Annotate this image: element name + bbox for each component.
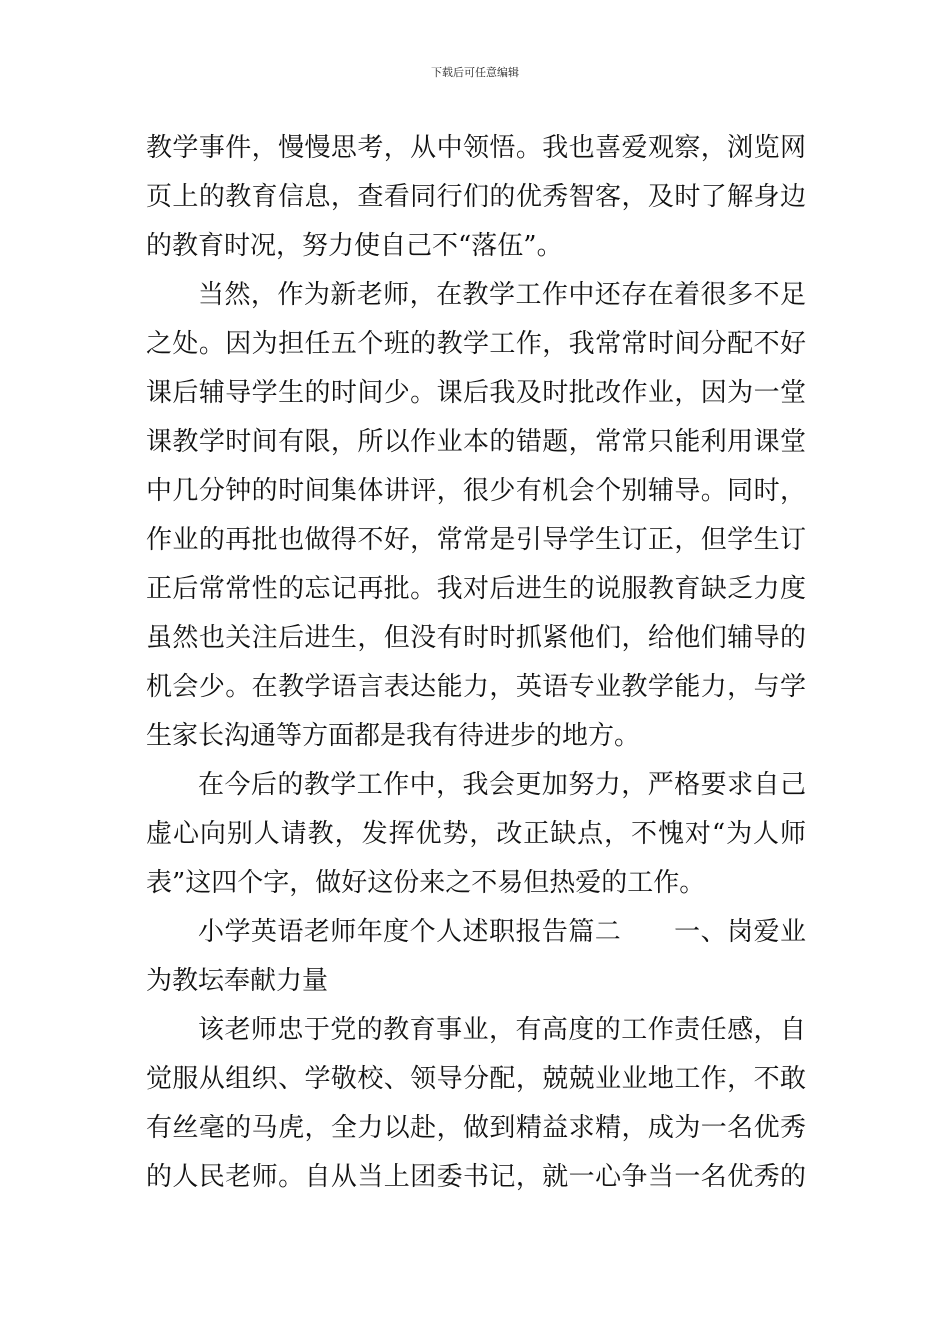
text-line: 当然，作为新老师，在教学工作中还存在着很多不足 xyxy=(198,280,806,310)
text-line: 课后辅导学生的时间少。课后我及时批改作业，因为一堂 xyxy=(146,378,806,408)
text-line: 为教坛奉献力量 xyxy=(146,966,329,996)
text-line: 觉服从组织、学敬校、领导分配，兢兢业业地工作，不敢 xyxy=(146,1064,806,1094)
page-header-note: 下载后可任意编辑 xyxy=(431,66,519,79)
text-line: 页上的教育信息，查看同行们的优秀智客，及时了解身边 xyxy=(146,182,806,212)
document-body xyxy=(146,124,806,1202)
text-line: 生家长沟通等方面都是我有待进步的地方。 xyxy=(146,721,641,751)
text-line: 教学事件，慢慢思考，从中领悟。我也喜爱观察，浏览网 xyxy=(146,133,806,163)
text-line: 之处。因为担任五个班的教学工作，我常常时间分配不好 xyxy=(146,329,806,359)
text-line: 虚心向别人请教，发挥优势，改正缺点，不愧对“为人师 xyxy=(146,819,806,849)
text-line: 有丝毫的马虎，全力以赴，做到精益求精，成为一名优秀 xyxy=(146,1113,806,1143)
text-line: 正后常常性的忘记再批。我对后进生的说服教育缺乏力度 xyxy=(146,574,806,604)
text-line: 表”这四个字，做好这份来之不易但热爱的工作。 xyxy=(146,868,706,898)
text-line: 机会少。在教学语言表达能力，英语专业教学能力，与学 xyxy=(146,672,806,702)
text-line: 虽然也关注后进生，但没有时时抓紧他们，给他们辅导的 xyxy=(146,623,806,653)
text-line: 中几分钟的时间集体讲评，很少有机会个别辅导。同时， xyxy=(146,476,806,506)
text-line: 的教育时况，努力使自己不“落伍”。 xyxy=(146,231,563,261)
text-line: 作业的再批也做得不好，常常是引导学生订正，但学生订 xyxy=(146,525,806,555)
text-line: 的人民老师。自从当上团委书记，就一心争当一名优秀的 xyxy=(146,1162,806,1192)
text-line: 该老师忠于党的教育事业，有高度的工作责任感，自 xyxy=(198,1015,806,1045)
text-line: 小学英语老师年度个人述职报告篇二 一、岗爱业 xyxy=(198,917,806,947)
text-line: 在今后的教学工作中，我会更加努力，严格要求自己 xyxy=(198,770,806,800)
text-line: 课教学时间有限，所以作业本的错题，常常只能利用课堂 xyxy=(146,427,806,457)
